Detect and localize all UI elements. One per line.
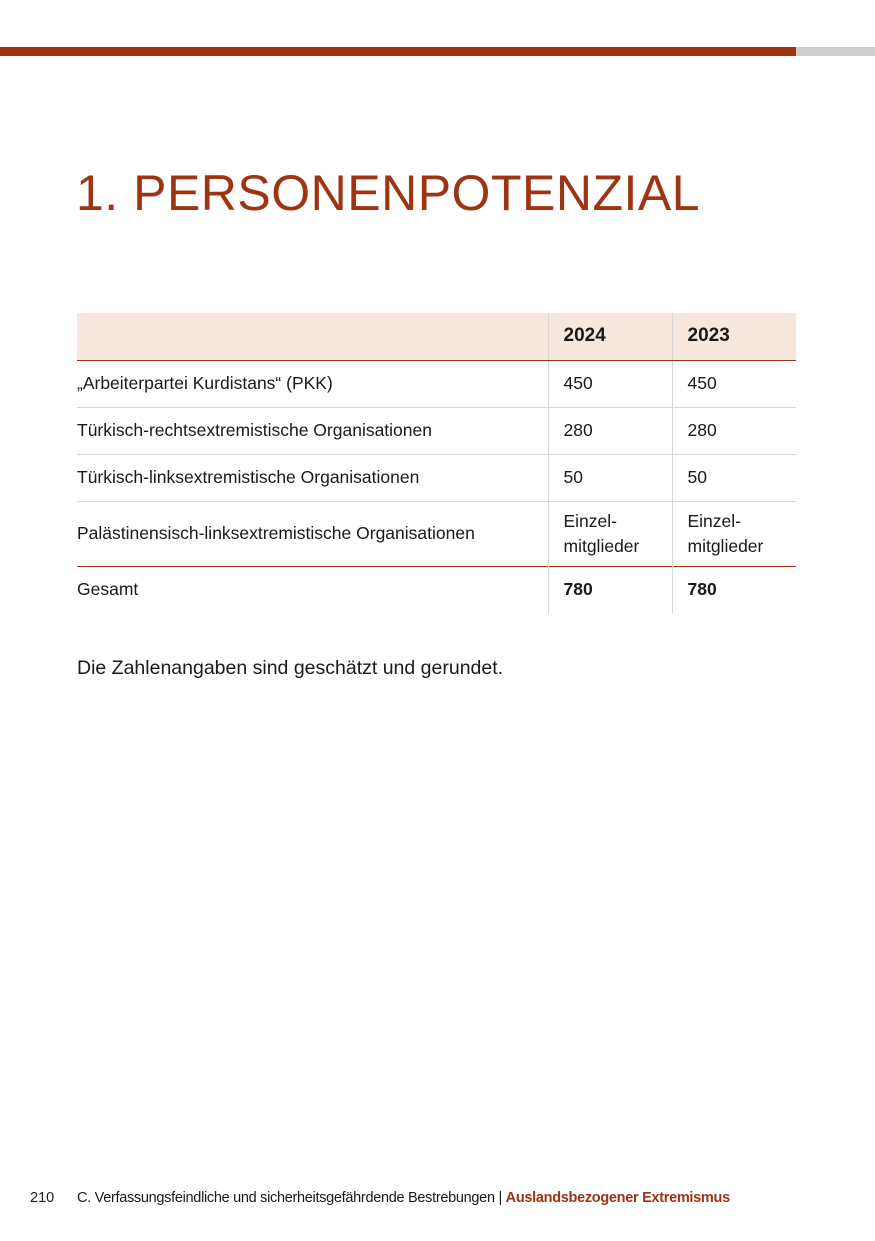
cell-2024: 450: [548, 360, 672, 407]
section-title: C. Verfassungsfeindliche und sicherheitsgefährdende Bestrebungen: [77, 1190, 495, 1206]
table-row: [77, 501, 796, 566]
cell-2024: Einzel- mitglieder: [548, 501, 672, 566]
header-grey-bar: [796, 47, 875, 56]
cell-2024: 280: [548, 407, 672, 454]
total-label: Gesamt: [77, 579, 139, 600]
column-header-2024: 2024: [548, 313, 672, 360]
footer-section: [77, 1190, 730, 1206]
page-number: 210: [30, 1190, 55, 1206]
table-row: [77, 407, 796, 454]
page-title: 1. PERSONENPOTENZIAL: [76, 165, 701, 221]
table-note: Die Zahlenangaben sind geschätzt und gerundet.: [77, 657, 504, 679]
chapter-title: Auslandsbezogener Extremismus: [505, 1190, 730, 1206]
table-total-row: [77, 566, 796, 613]
cell-2023: Einzel- mitglieder: [672, 501, 796, 566]
row-label: Palästinensisch-linksextremistische Organisationen: [77, 523, 475, 543]
cell-2023: 280: [672, 407, 796, 454]
column-header-2023: 2023: [672, 313, 796, 360]
total-2024: 780: [548, 566, 672, 613]
footer-separator: |: [498, 1190, 502, 1206]
row-label: Türkisch-linksextremistische Organisationen: [77, 467, 420, 487]
header-accent-bar: [0, 47, 796, 56]
table-header-row: [77, 313, 796, 360]
row-label: „Arbeiterpartei Kurdistans“ (PKK): [77, 373, 333, 393]
cell-2023: 450: [672, 360, 796, 407]
total-2023: 780: [672, 566, 796, 613]
personenpotenzial-table: [77, 313, 796, 613]
column-header-label: [77, 313, 548, 360]
table-row: [77, 454, 796, 501]
cell-2023: 50: [672, 454, 796, 501]
row-label: Türkisch-rechtsextremistische Organisationen: [77, 420, 432, 440]
table-row: [77, 360, 796, 407]
cell-2024: 50: [548, 454, 672, 501]
